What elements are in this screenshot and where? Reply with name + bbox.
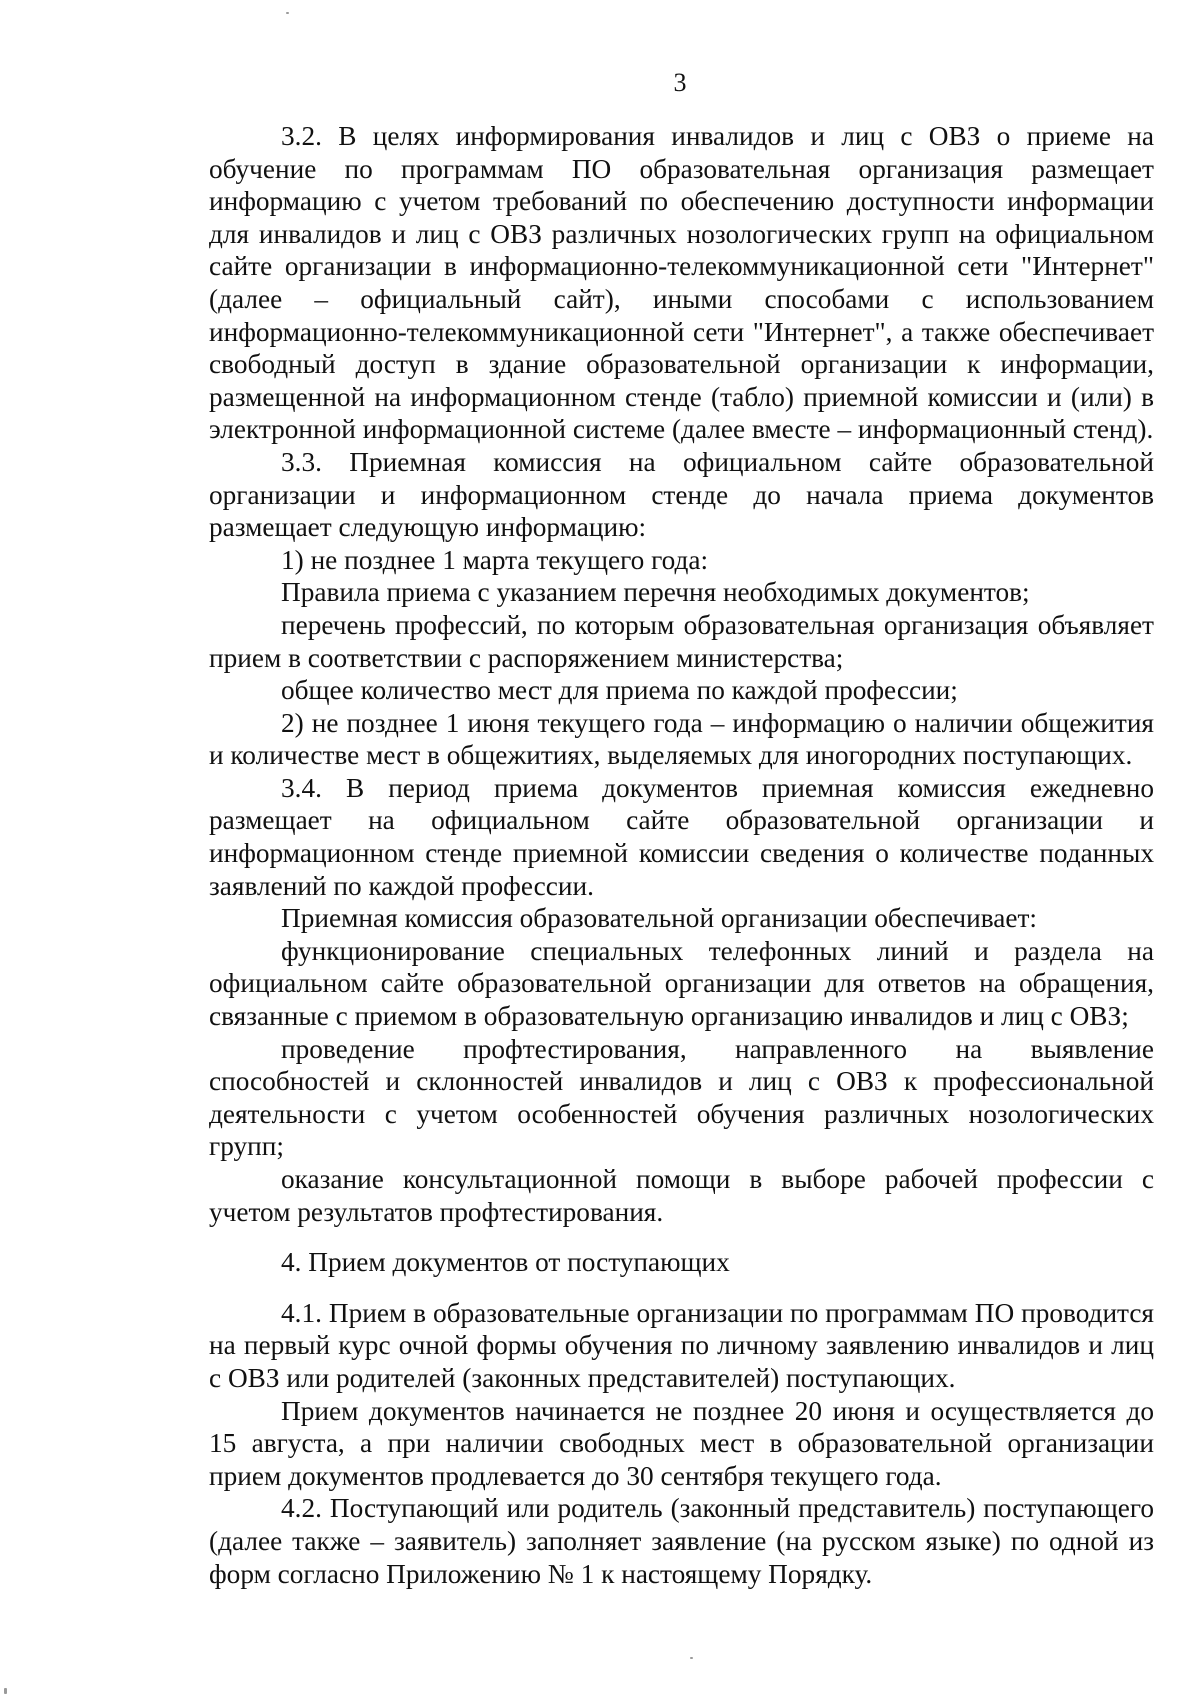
list-item: перечень профессий, по которым образовательная организация объявляет прием в соответствии с распоряжением министерства; <box>209 609 1154 673</box>
list-item: Правила приема с указанием перечня необходимых документов; <box>281 577 1030 608</box>
paragraph-3-4: 3.4. В период приема документов приемная комиссия ежедневно размещает на официальном сайте образовательной организации и информационном стенде приемной комиссии сведения о количестве поданных заявлений по каждой профессии. <box>209 772 1154 901</box>
page-number: 3 <box>673 68 687 97</box>
paragraph-4-2: 4.2. Поступающий или родитель (законный представитель) поступающего (далее также – заявитель) заполняет заявление (на русском языке) по одной из форм согласно Приложению № 1 к настоящему Порядку. <box>209 1493 1154 1589</box>
paragraph-3-3: 3.3. Приемная комиссия на официальном сайте образовательной организации и информационном стенде до начала приема документов размещает следующую информацию: <box>209 446 1154 543</box>
list-item: проведение профтестирования, направленного на выявление способностей и склонностей инвалидов и лиц с ОВЗ к профессиональной деятельности с учетом особенностей обучения различных нозологических групп; <box>209 1033 1154 1162</box>
paragraph: Приемная комиссия образовательной организации обеспечивает: <box>281 903 1037 934</box>
list-item: 2) не позднее 1 июня текущего года – информацию о наличии общежития и количестве мест в общежитиях, выделяемых для иногородних поступающих. <box>209 707 1154 771</box>
list-item: функционирование специальных телефонных линий и раздела на официальном сайте образовательной организации для ответов на обращения, связанные с приемом в образовательную организацию инвалидов и лиц с ОВЗ; <box>209 935 1154 1032</box>
list-item: оказание консультационной помощи в выборе рабочей профессии с учетом результатов профтестирования. <box>209 1164 1154 1227</box>
scan-speck <box>4 1688 7 1694</box>
scan-speck <box>286 12 289 14</box>
section-heading: 4. Прием документов от поступающих <box>281 1247 730 1278</box>
list-item: общее количество мест для приема по каждой профессии; <box>281 675 958 706</box>
paragraph: Прием документов начинается не позднее 20 июня и осуществляется до 15 августа, а при наличии свободных мест в образовательной организации прием документов продлевается до 30 сентября текущего года. <box>209 1395 1154 1491</box>
paragraph-4-1: 4.1. Прием в образовательные организации по программам ПО проводится на первый курс очной формы обучения по личному заявлению инвалидов и лиц с ОВЗ или родителей (законных представителей) поступающих. <box>209 1297 1154 1393</box>
scan-speck <box>690 1657 693 1659</box>
paragraph-3-2: 3.2. В целях информирования инвалидов и лиц с ОВЗ о приеме на обучение по программам ПО образовательная организация размещает информацию с учетом требований по обеспечению доступности информации для инвалидов и лиц с ОВЗ различных нозологических групп на официальном сайте организации в информационно-телекоммуникационной сети "Интернет" (далее – официальный сайт), иными способами с использованием информационно-телекоммуникационной сети "Интернет", а также обеспечивает свободный доступ в здание образовательной организации к информации, размещенной на информационном стенде (табло) приемной комиссии и (или) в электронной информационной системе (далее вместе – информационный стенд). <box>209 121 1154 445</box>
document-body <box>209 120 1154 1590</box>
list-item: 1) не позднее 1 марта текущего года: <box>281 544 709 575</box>
